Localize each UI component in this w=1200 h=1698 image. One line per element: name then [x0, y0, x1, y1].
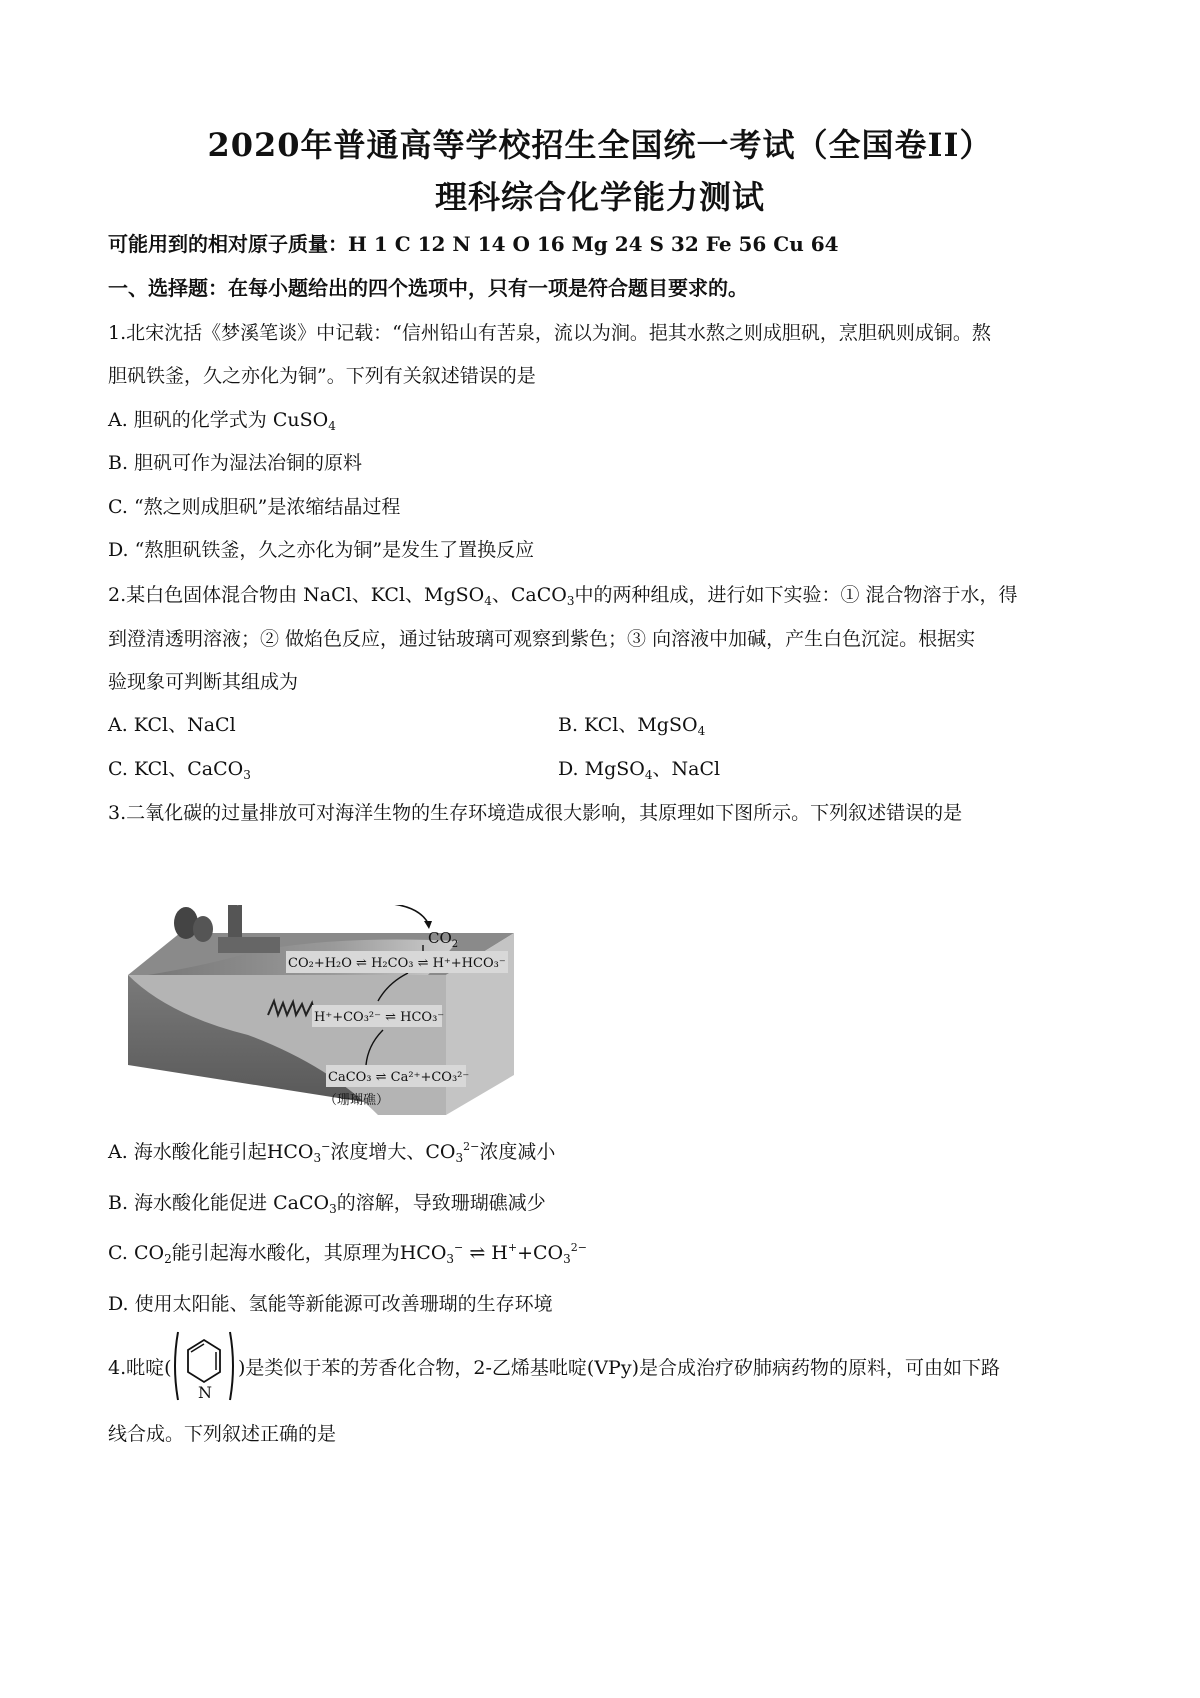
exam-title: 2020年普通高等学校招生全国统一考试（全国卷II） — [207, 126, 993, 164]
eq3-label: CaCO₃ ⇌ Ca²⁺+CO₃²⁻ — [328, 1070, 470, 1085]
q2-option-c-sub: 3 — [243, 768, 251, 782]
q2-sub4: 4 — [484, 594, 492, 608]
q3-option-c-arrow: ⇌ — [469, 1242, 486, 1264]
q3-option-d: D. 使用太阳能、氢能等新能源可改善珊瑚的生存环境 — [108, 1293, 553, 1315]
nitrogen-label: N — [198, 1383, 212, 1402]
q3-option-a-post: 浓度减小 — [479, 1141, 556, 1163]
q2-stem-mid: 、CaCO — [491, 584, 567, 606]
q3-option-c-pre: C. CO — [108, 1242, 165, 1264]
q3-option-a-hco3: HCO — [266, 1141, 314, 1163]
coral-label: （珊瑚礁） — [324, 1093, 390, 1108]
q1-option-d: D. “熬胆矾铁釜，久之亦化为铜”是发生了置换反应 — [108, 539, 535, 561]
pyridine-ring — [172, 1328, 236, 1404]
co2-label-text: CO — [428, 929, 452, 947]
q3-option-a: A. 海水酸化能引起$HCO_3^-$浓度增大、$CO_3^{2-}$浓度减小 — [108, 1140, 556, 1165]
co2-label — [428, 929, 458, 950]
q2-stem-line3: 验现象可判断其组成为 — [108, 671, 299, 693]
section-heading: 一、选择题：在每小题给出的四个选项中，只有一项是符合题目要求的。 — [108, 276, 748, 300]
q3-option-a-mid: 浓度增大、 — [330, 1141, 426, 1163]
q4-stem-pre: 4.吡啶( — [108, 1357, 172, 1379]
q2-stem-line1 — [108, 584, 1018, 607]
q2-option-b-text: B. KCl、MgSO — [558, 714, 698, 736]
q1-option-a-text: A. 胆矾的化学式为 — [108, 409, 267, 431]
atomic-masses: 可能用到的相对原子质量：H 1 C 12 N 14 O 16 Mg 24 S 32 Fe 56 Cu 64 — [108, 232, 839, 256]
smoke-arrow — [383, 905, 428, 923]
q3-option-c: C. $CO_2$能引起海水酸化，其原理为$HCO_3^-$ ⇌ $H^++CO_3^{2-}$ — [108, 1241, 587, 1266]
q1-option-a-formula: CuSO — [272, 409, 329, 431]
q3-option-b: B. 海水酸化能促进 CaCO$_3$的溶解，导致珊瑚礁减少 — [108, 1192, 546, 1216]
q4-stem-line2: 线合成。下列叙述正确的是 — [108, 1423, 337, 1445]
q2-stem-pre: 2.某白色固体混合物由 NaCl、KCl、MgSO — [108, 584, 485, 606]
q2-option-d-sub: 4 — [644, 768, 653, 782]
exam-subtitle: 理科综合化学能力测试 — [434, 178, 765, 216]
q3-option-a-pre: A. 海水酸化能引起 — [108, 1141, 267, 1163]
q1-option-a — [108, 409, 336, 432]
q3-option-c-co3: CO — [533, 1242, 564, 1264]
q2-option-d — [558, 758, 720, 781]
q1-stem-line2: 胆矾铁釜，久之亦化为铜”。下列有关叙述错误的是 — [108, 365, 536, 387]
q2-stem-line2: 到澄清透明溶液；② 做焰色反应，通过钴玻璃可观察到紫色；③ 向溶液中加碱，产生白色沉淀。根据实 — [108, 628, 976, 650]
q1-stem-line1: 1.北宋沈括《梦溪笔谈》中记载：“信州铅山有苦泉，流以为涧。挹其水熬之则成胆矾，烹胆矾则成铜。熬 — [108, 322, 991, 344]
q3-stem: 3.二氧化碳的过量排放可对海洋生物的生存环境造成很大影响，其原理如下图所示。下列叙述错误的是 — [108, 802, 963, 824]
q1-option-a-sub: 4 — [328, 419, 336, 433]
eq1-label: CO₂+H₂O ⇌ H₂CO₃ ⇌ H⁺+HCO₃⁻ — [288, 956, 506, 971]
q3-option-b-pre: B. 海水酸化能促进 CaCO — [108, 1192, 330, 1214]
q3-option-a-co3: CO — [425, 1141, 456, 1163]
q3-option-b-post: 的溶解，导致珊瑚礁减少 — [336, 1192, 546, 1214]
q3-option-c-h: H — [491, 1242, 508, 1264]
tree-2 — [193, 916, 213, 942]
q2-sub3: 3 — [566, 594, 575, 608]
eq2-label: H⁺+CO₃²⁻ ⇌ HCO₃⁻ — [314, 1010, 445, 1025]
q2-option-c-text: C. KCl、CaCO — [108, 758, 244, 780]
q1-option-b: B. 胆矾可作为湿法冶铜的原料 — [108, 452, 363, 474]
q4-stem-post: )是类似于苯的芳香化合物，2-乙烯基吡啶(VPy)是合成治疗矽肺病药物的原料，可由如下路 — [238, 1357, 1000, 1379]
chimney — [228, 905, 242, 941]
q2-option-d-post: 、NaCl — [652, 758, 721, 780]
co2-label-sub: 2 — [451, 939, 459, 950]
pyridine-structure — [172, 1328, 236, 1404]
factory-building — [218, 937, 280, 953]
q2-option-a: A. KCl、NaCl — [108, 714, 236, 736]
q2-option-d-pre: D. MgSO — [558, 758, 645, 780]
smoke-arrow-head — [424, 921, 432, 929]
q2-option-b — [558, 714, 705, 737]
q3-option-c-hco3: HCO — [399, 1242, 447, 1264]
q2-option-c — [108, 758, 251, 781]
q2-option-b-sub: 4 — [697, 724, 706, 738]
q2-stem-post: 中的两种组成，进行如下实验：① 混合物溶于水，得 — [574, 584, 1018, 606]
q3-option-c-mid: 能引起海水酸化，其原理为 — [171, 1242, 400, 1264]
q1-option-c: C. “熬之则成胆矾”是浓缩结晶过程 — [108, 496, 401, 518]
